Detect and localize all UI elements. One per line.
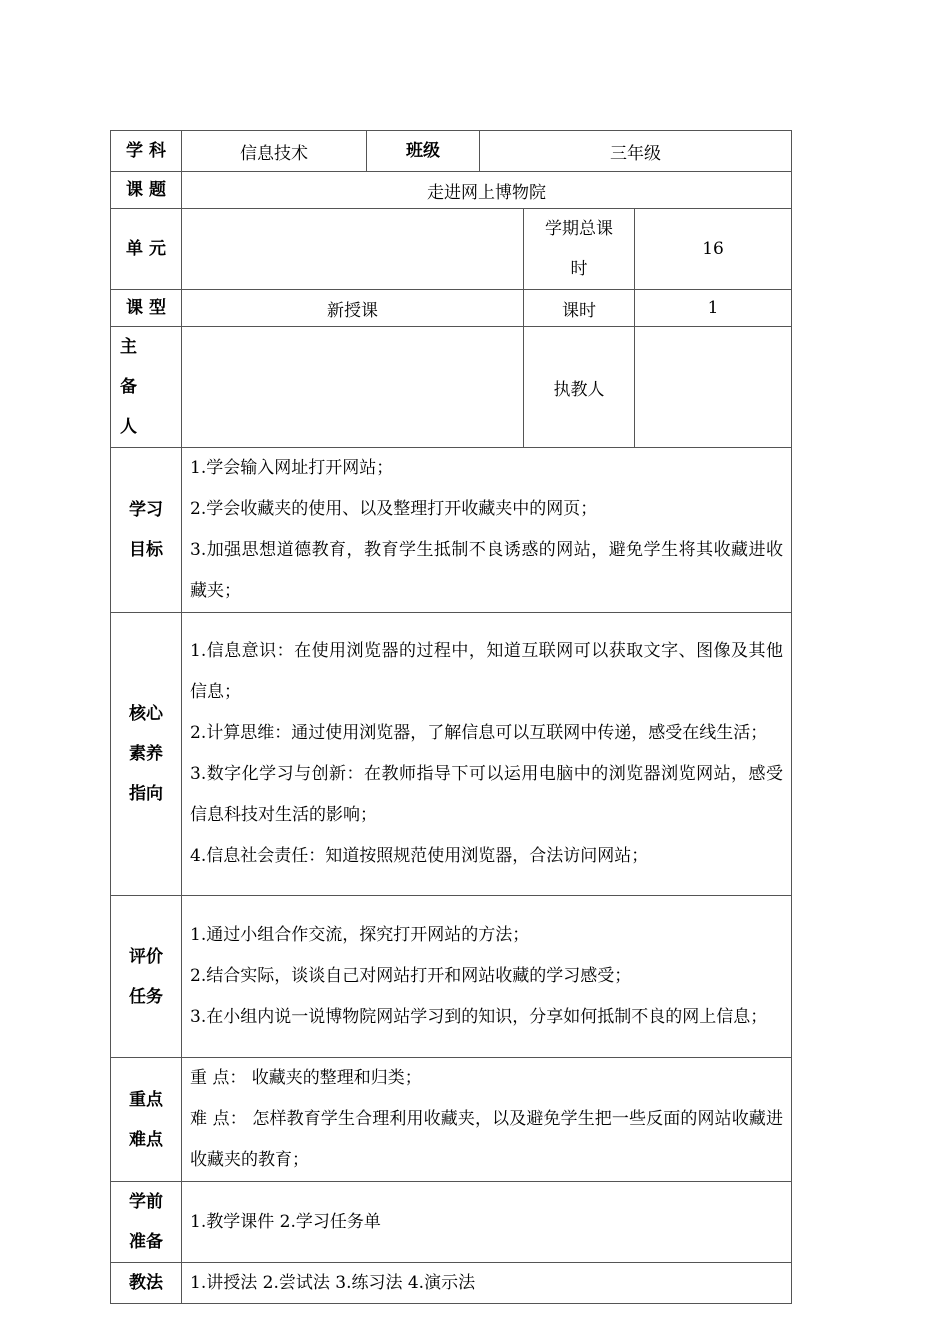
preparer-label-line1: 主 备 bbox=[120, 337, 145, 397]
preparation-label-line2: 准备 bbox=[129, 1232, 163, 1252]
literacy-label-line1: 核心 bbox=[129, 704, 163, 724]
row-keypoints bbox=[111, 1058, 792, 1182]
row-preparer bbox=[111, 327, 792, 448]
evaluation-label bbox=[111, 896, 182, 1058]
unit-value bbox=[182, 209, 524, 290]
keypoint-item: 重 点： 收藏夹的整理和归类； bbox=[190, 1068, 422, 1088]
literacy-label-line3: 指向 bbox=[129, 784, 163, 804]
literacy-label bbox=[111, 613, 182, 896]
row-evaluation bbox=[111, 896, 792, 1058]
evaluation-item: 3.在小组内说一说博物院网站学习到的知识，分享如何抵制不良的网上信息； bbox=[190, 1007, 768, 1027]
preparer-label-line2: 人 bbox=[120, 417, 137, 437]
type-value: 新授课 bbox=[182, 290, 524, 327]
objectives-content bbox=[182, 448, 792, 613]
row-topic bbox=[111, 172, 792, 209]
row-objectives bbox=[111, 448, 792, 613]
topic-label: 课 题 bbox=[111, 172, 182, 209]
keypoint-item: 难 点： 怎样教育学生合理利用收藏夹，以及避免学生把一些反面的网站收藏进收藏夹的教育； bbox=[190, 1109, 784, 1170]
term-hours-label-line1: 学期总课 bbox=[545, 219, 613, 239]
period-label: 课时 bbox=[524, 290, 635, 327]
preparation-label bbox=[111, 1182, 182, 1263]
objectives-label-line1: 学习 bbox=[129, 500, 163, 520]
term-hours-value: 16 bbox=[635, 209, 792, 290]
literacy-item: 3.数字化学习与创新：在教师指导下可以运用电脑中的浏览器浏览网站，感受信息科技对生活的影响； bbox=[190, 764, 784, 825]
class-value: 三年级 bbox=[480, 131, 792, 172]
keypoints-label-line2: 难点 bbox=[129, 1129, 163, 1150]
preparation-value: 1.教学课件 2.学习任务单 bbox=[182, 1182, 792, 1263]
evaluation-label-line1: 评价 bbox=[129, 946, 163, 967]
teacher-label: 执教人 bbox=[524, 327, 635, 448]
evaluation-content bbox=[182, 896, 792, 1058]
class-label: 班级 bbox=[367, 131, 480, 172]
row-type bbox=[111, 290, 792, 327]
methods-value: 1.讲授法 2.尝试法 3.练习法 4.演示法 bbox=[182, 1263, 792, 1304]
objectives-label bbox=[111, 448, 182, 613]
unit-label: 单 元 bbox=[111, 209, 182, 290]
row-preparation bbox=[111, 1182, 792, 1263]
row-subject bbox=[111, 131, 792, 172]
preparer-label bbox=[111, 327, 182, 448]
literacy-content bbox=[182, 613, 792, 896]
evaluation-label-line2: 任务 bbox=[129, 986, 163, 1007]
methods-label: 教法 bbox=[111, 1263, 182, 1304]
row-methods bbox=[111, 1263, 792, 1304]
teacher-value bbox=[635, 327, 792, 448]
literacy-label-line2: 素养 bbox=[129, 744, 163, 764]
keypoints-label bbox=[111, 1058, 182, 1182]
subject-value: 信息技术 bbox=[182, 131, 367, 172]
literacy-item: 1.信息意识：在使用浏览器的过程中，知道互联网可以获取文字、图像及其他信息； bbox=[190, 641, 784, 702]
preparation-label-line1: 学前 bbox=[129, 1192, 163, 1212]
objective-item: 1.学会输入网址打开网站； bbox=[190, 458, 394, 478]
evaluation-item: 1.通过小组合作交流，探究打开网站的方法； bbox=[190, 925, 530, 945]
row-unit bbox=[111, 209, 792, 290]
lesson-plan-table bbox=[110, 130, 792, 1304]
objective-item: 2.学会收藏夹的使用、以及整理打开收藏夹中的网页； bbox=[190, 499, 598, 519]
preparer-value bbox=[182, 327, 524, 448]
row-literacy bbox=[111, 613, 792, 896]
objectives-label-line2: 目标 bbox=[129, 540, 163, 560]
objective-item: 3.加强思想道德教育，教育学生抵制不良诱惑的网站，避免学生将其收藏进收藏夹； bbox=[190, 540, 784, 601]
topic-value: 走进网上博物院 bbox=[182, 172, 792, 209]
literacy-item: 2.计算思维：通过使用浏览器，了解信息可以互联网中传递，感受在线生活； bbox=[190, 723, 768, 743]
keypoints-label-line1: 重点 bbox=[129, 1089, 163, 1110]
term-hours-label-line2: 时 bbox=[570, 259, 588, 279]
term-hours-label bbox=[524, 209, 635, 290]
period-value: 1 bbox=[635, 290, 792, 327]
evaluation-item: 2.结合实际，谈谈自己对网站打开和网站收藏的学习感受； bbox=[190, 966, 632, 986]
literacy-item: 4.信息社会责任：知道按照规范使用浏览器，合法访问网站； bbox=[190, 846, 649, 866]
type-label: 课 型 bbox=[111, 290, 182, 327]
subject-label: 学 科 bbox=[111, 131, 182, 172]
keypoints-content bbox=[182, 1058, 792, 1182]
